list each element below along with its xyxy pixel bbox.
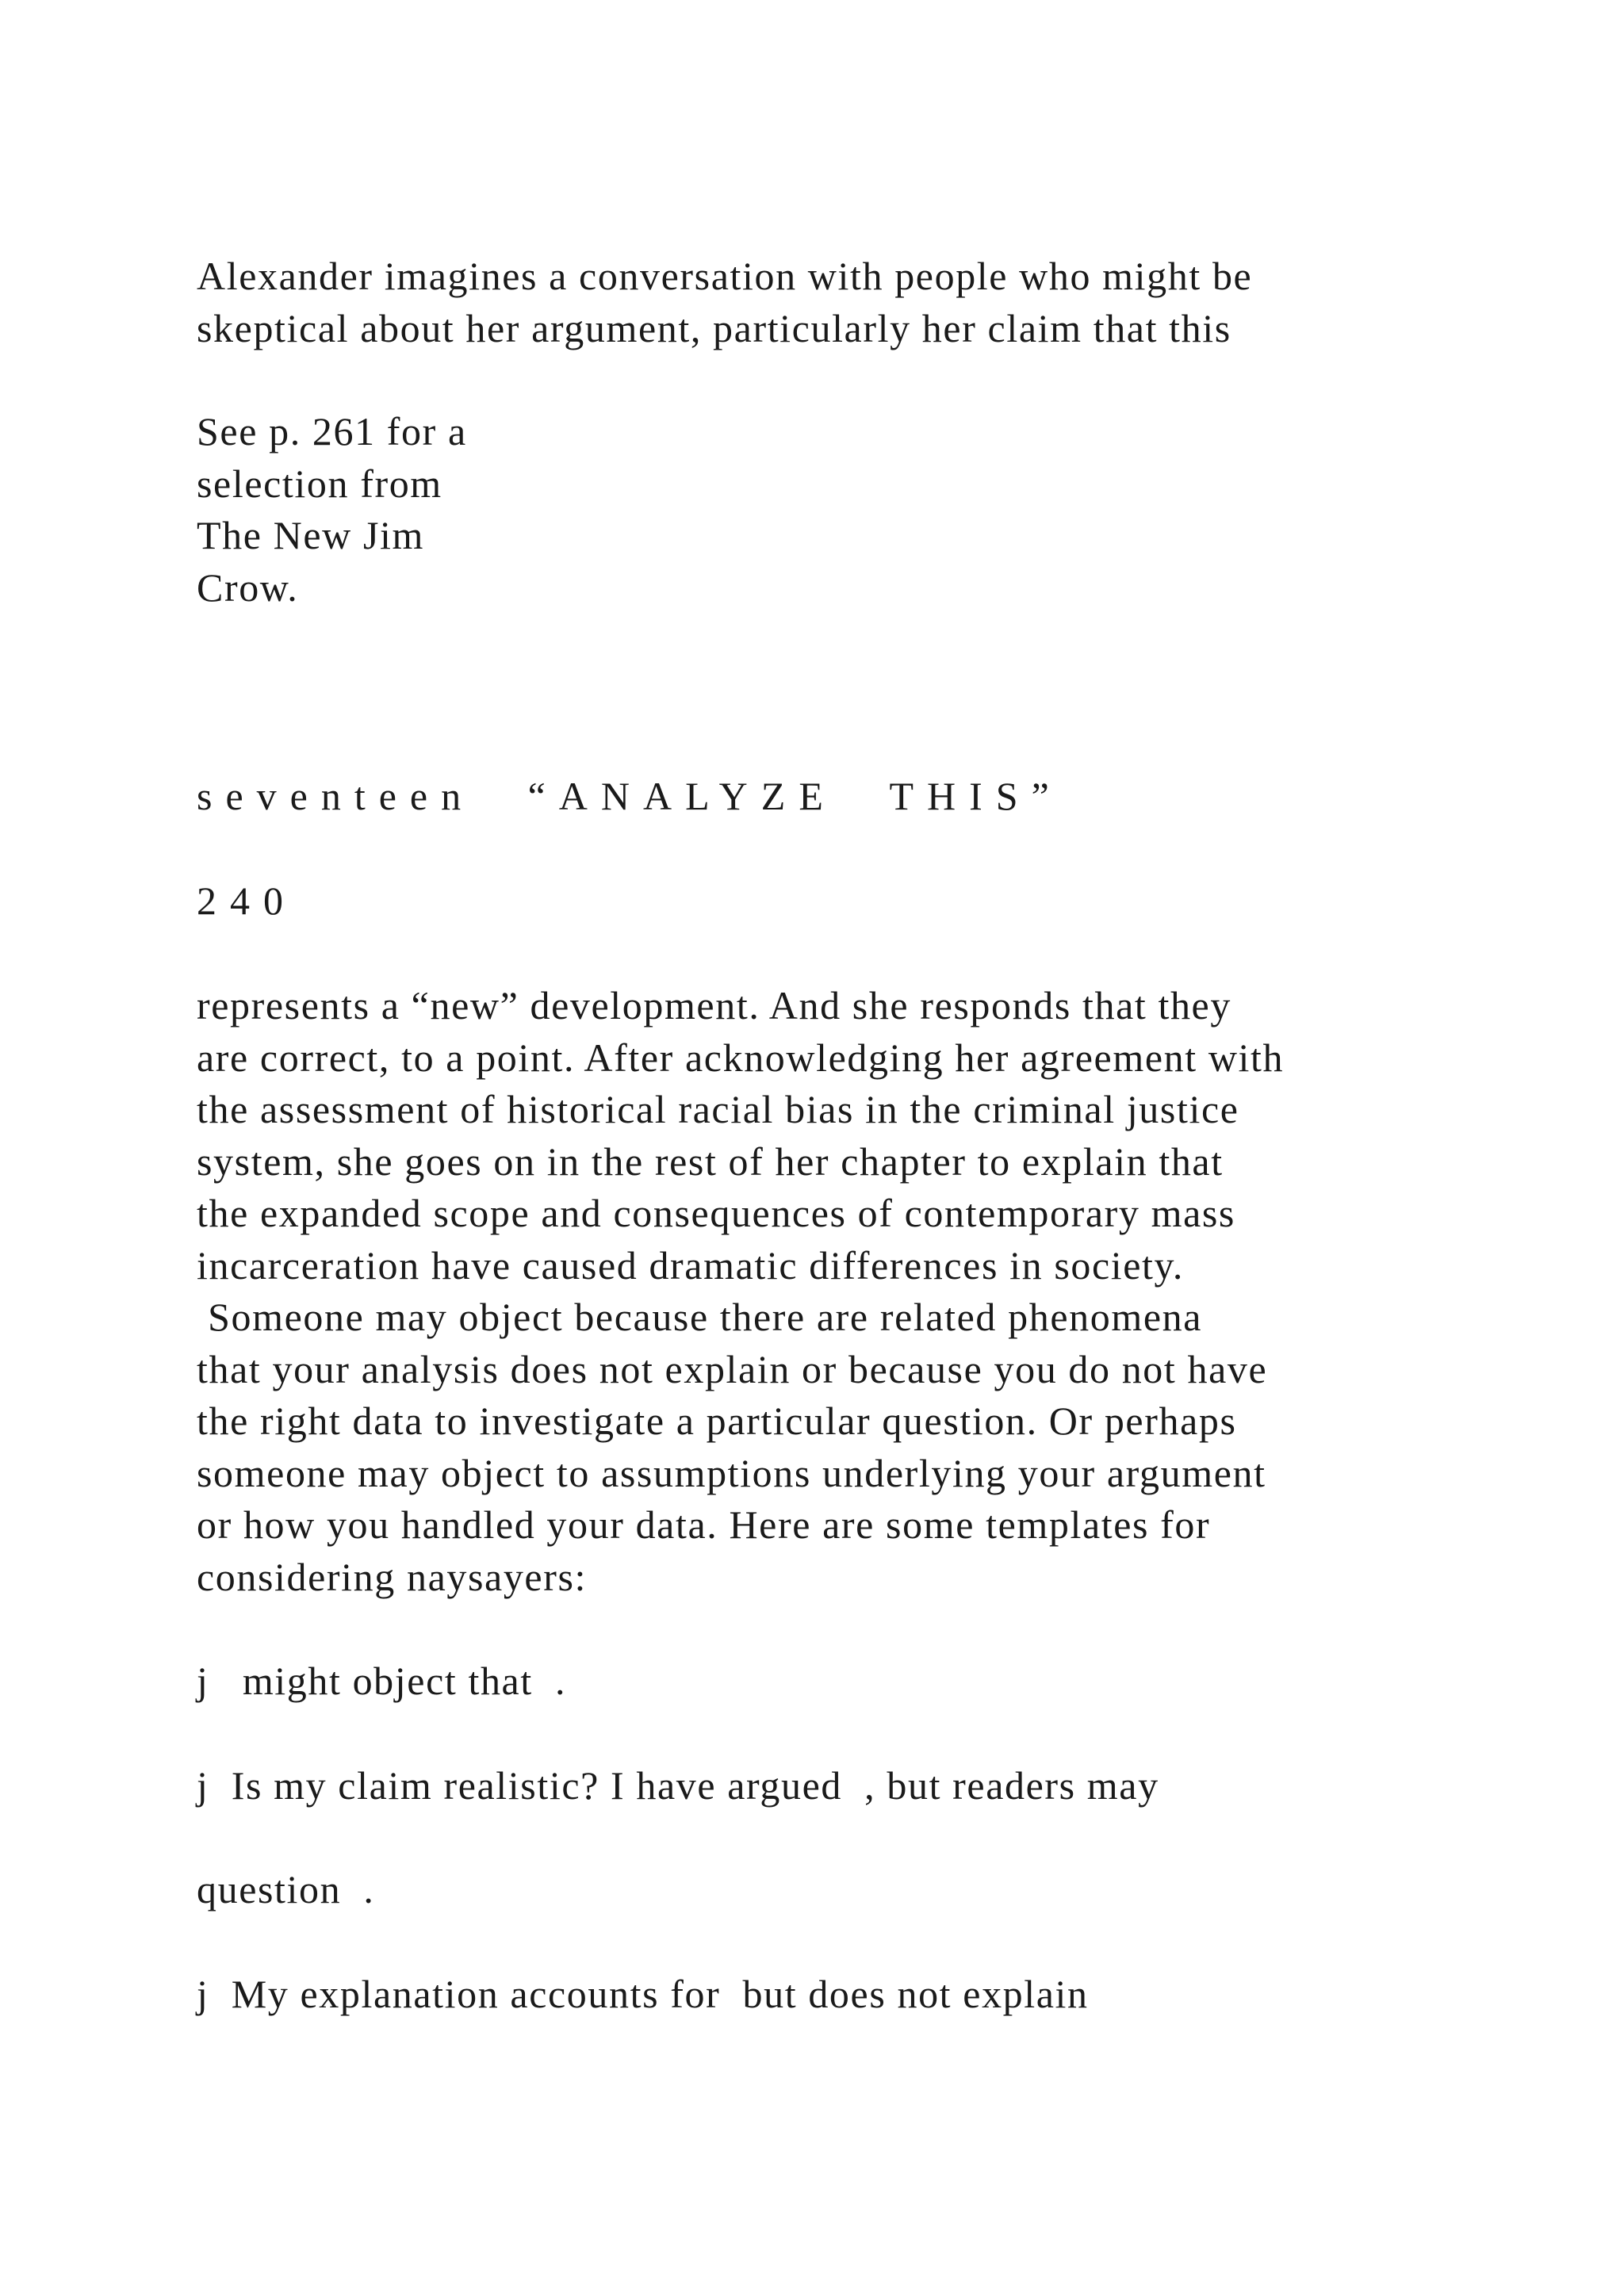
- template-continuation: [197, 1864, 375, 1916]
- body-line: incarceration have caused dramatic differences in society.: [197, 1242, 1184, 1288]
- template-bullet: j: [197, 1659, 209, 1703]
- margin-note-line: See p. 261 for a: [197, 409, 467, 453]
- body-line: system, she goes on in the rest of her chapter to explain that: [197, 1138, 1224, 1184]
- body-line: the right data to investigate a particular question. Or perhaps: [197, 1399, 1237, 1443]
- body-line: represents a “new” development. And she responds that they: [197, 983, 1231, 1027]
- intro-paragraph: [197, 251, 1252, 354]
- template-text: question .: [197, 1867, 375, 1911]
- margin-note: [197, 406, 467, 614]
- body-line: Someone may object because there are related phenomena: [197, 1295, 1203, 1339]
- running-header: [197, 771, 1063, 823]
- template-item: [197, 1760, 1159, 1812]
- margin-note-line: Crow.: [197, 564, 299, 610]
- body-line: that your analysis does not explain or because you do not have: [197, 1346, 1268, 1391]
- template-item: [197, 1655, 566, 1708]
- margin-note-line: selection from: [197, 461, 442, 506]
- running-header-text: seventeen “ANALYZE THIS”: [197, 774, 1063, 818]
- body-line: are correct, to a point. After acknowledging her agreement with: [197, 1035, 1285, 1080]
- page-number: [197, 875, 297, 928]
- body-line: the expanded scope and consequences of contemporary mass: [197, 1191, 1235, 1235]
- body-line: or how you handled your data. Here are some templates for: [197, 1502, 1211, 1547]
- page-number-text: 240: [197, 878, 297, 923]
- template-bullet: j: [197, 1763, 209, 1808]
- template-text: My explanation accounts for but does not explain: [231, 1972, 1089, 2016]
- intro-line: Alexander imagines a conversation with people who might be: [197, 254, 1253, 298]
- body-line: someone may object to assumptions underlying your argument: [197, 1450, 1266, 1495]
- template-bullet: j: [197, 1972, 209, 2016]
- intro-line: skeptical about her argument, particularly her claim that this: [197, 305, 1231, 350]
- template-text: might object that .: [242, 1659, 567, 1703]
- body-paragraph: [197, 980, 1284, 1603]
- body-line: considering naysayers:: [197, 1554, 588, 1599]
- template-item: [197, 1969, 1089, 2021]
- margin-note-line: The New Jim: [197, 513, 424, 557]
- body-line: the assessment of historical racial bias in the criminal justice: [197, 1087, 1239, 1131]
- template-text: Is my claim realistic? I have argued , but readers may: [231, 1763, 1159, 1808]
